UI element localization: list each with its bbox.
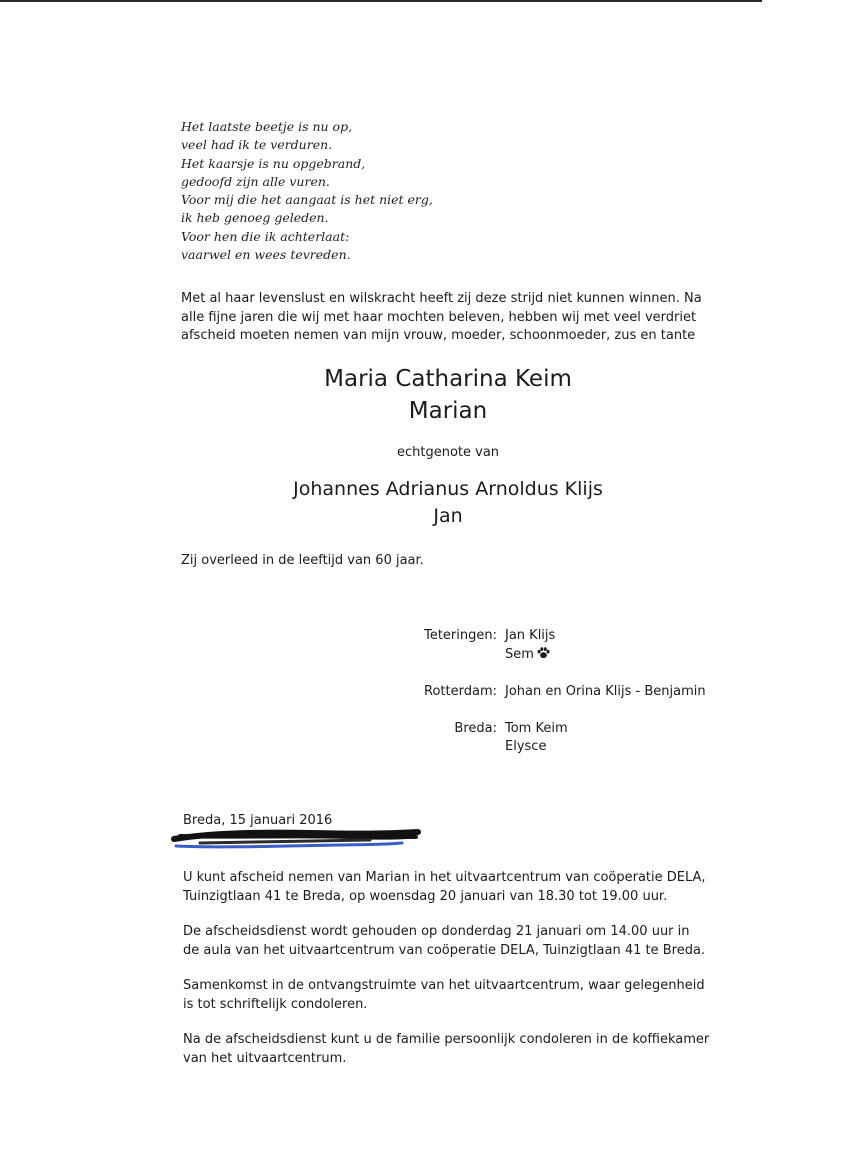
- poem-line: vaarwel en wees tevreden.: [181, 247, 351, 263]
- intro-line: afscheid moeten nemen van mijn vrouw, moeder, schoonmoeder, zus en tante: [181, 328, 696, 343]
- paragraph-line: De afscheidsdienst wordt gehouden op donderdag 21 januari om 14.00 uur in: [183, 924, 690, 939]
- paragraph-line: U kunt afscheid nemen van Marian in het uitvaartcentrum van coöperatie DELA,: [183, 870, 706, 885]
- intro-line: Met al haar levenslust en wilskracht heeft zij deze strijd niet kunnen winnen. Na: [181, 291, 702, 306]
- paw-icon: [537, 647, 550, 666]
- family-member: Jan Klijs: [505, 628, 556, 643]
- family-members: [505, 683, 706, 702]
- paragraph-condolences: [183, 1031, 743, 1068]
- intro-line: alle fijne jaren die wij met haar mochten beleven, hebben wij met veel verdriet: [181, 309, 697, 325]
- family-member: Johan en Orina Klijs - Benjamin: [505, 684, 706, 699]
- spouse-full-name: Johannes Adrianus Arnoldus Klijs: [293, 478, 603, 500]
- poem-line: Het laatste beetje is nu op,: [181, 119, 353, 134]
- poem-line: Voor hen die ik achterlaat:: [181, 228, 350, 244]
- paragraph-service: [183, 923, 743, 960]
- age-statement: Zij overleed in de leeftijd van 60 jaar.: [181, 553, 424, 568]
- family-member: Sem: [505, 646, 534, 662]
- signature-redaction: [170, 824, 422, 852]
- family-group-breda: [360, 720, 760, 757]
- funeral-information: [183, 869, 743, 1085]
- poem: [181, 118, 433, 264]
- paragraph-line: Tuinzigtlaan 41 te Breda, op woensdag 20 januari van 18.30 tot 19.00 uur.: [183, 888, 668, 904]
- family-member-with-pet: [505, 646, 555, 666]
- paragraph-viewing: [183, 869, 743, 906]
- spouse-nickname: Jan: [433, 505, 463, 527]
- poem-line: ik heb genoeg geleden.: [181, 210, 329, 226]
- paragraph-line: van het uitvaartcentrum.: [183, 1050, 347, 1066]
- top-border-line: [0, 0, 762, 2]
- poem-line: gedoofd zijn alle vuren.: [181, 173, 330, 189]
- poem-line: Voor mij die het aangaat is het niet erg,: [181, 192, 433, 208]
- poem-line: veel had ik te verduren.: [181, 137, 333, 153]
- poem-line: Het kaarsje is nu opgebrand,: [181, 155, 366, 171]
- family-member: Elysce: [505, 739, 547, 754]
- family-place: Rotterdam:: [424, 684, 497, 699]
- place-date-line: Breda, 15 januari 2016: [183, 813, 333, 828]
- intro-text: [181, 290, 721, 346]
- paragraph-gathering: [183, 977, 743, 1014]
- paragraph-line: is tot schriftelijk condoleren.: [183, 996, 368, 1012]
- relation-label: echtgenote van: [396, 445, 500, 460]
- paragraph-line: de aula van het uitvaartcentrum van coöperatie DELA, Tuinzigtlaan 41 te Breda.: [183, 942, 706, 958]
- family-members: [505, 720, 568, 757]
- paragraph-line: Samenkomst in de ontvangstruimte van het uitvaartcentrum, waar gelegenheid: [183, 978, 705, 993]
- family-members: [505, 627, 555, 665]
- family-member: Tom Keim: [505, 720, 568, 736]
- family-list: [360, 627, 760, 775]
- deceased-full-name: Maria Catharina Keim: [324, 366, 572, 392]
- family-group-teteringen: [360, 627, 760, 665]
- paragraph-line: Na de afscheidsdienst kunt u de familie persoonlijk condoleren in de koffiekamer: [183, 1032, 710, 1047]
- family-group-rotterdam: [360, 683, 760, 702]
- deceased-nickname: Marian: [408, 398, 488, 424]
- family-place: Breda:: [454, 720, 497, 736]
- family-place: Teteringen:: [424, 628, 497, 643]
